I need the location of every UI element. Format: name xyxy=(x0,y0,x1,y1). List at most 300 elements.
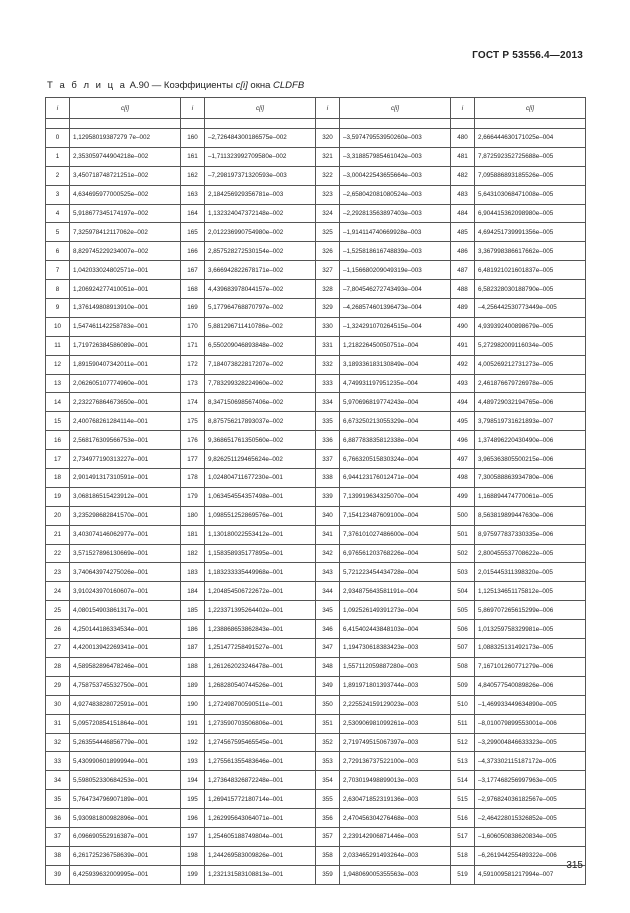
index-cell: 161 xyxy=(181,147,205,166)
index-cell: 332 xyxy=(316,355,340,374)
coefficient-cell: 8,563819899447630e–006 xyxy=(475,506,586,525)
index-cell: 16 xyxy=(46,431,70,450)
page-number: 315 xyxy=(566,860,583,871)
index-cell: 342 xyxy=(316,544,340,563)
coefficient-cell: 3,910243970160607e–001 xyxy=(70,582,181,601)
index-cell: 491 xyxy=(451,336,475,355)
coefficient-cell: 1,158358935177895e–001 xyxy=(205,544,316,563)
column-header-coefficient: c[i] xyxy=(205,98,316,119)
table-row xyxy=(46,185,586,204)
coefficient-cell: 4,634695977000525e–002 xyxy=(70,185,181,204)
coefficient-cell: 3,666942822678171e–002 xyxy=(205,261,316,280)
coefficient-cell: –3,597479553950260e–003 xyxy=(340,129,451,148)
coefficient-cell: 2,666444630171025e–004 xyxy=(475,129,586,148)
coefficient-cell: 2,232276864673650e–001 xyxy=(70,393,181,412)
index-cell: 188 xyxy=(181,657,205,676)
index-cell: 496 xyxy=(451,431,475,450)
index-cell: 184 xyxy=(181,582,205,601)
table-row xyxy=(46,129,586,148)
table-row xyxy=(46,261,586,280)
coefficient-cell: 2,470456304276468e–003 xyxy=(340,809,451,828)
index-cell: 185 xyxy=(181,601,205,620)
coefficient-cell: 5,263554446856779e–001 xyxy=(70,733,181,752)
coefficient-cell: 1,223371395264402e–001 xyxy=(205,601,316,620)
coefficient-cell: 6,582328030188790e–005 xyxy=(475,280,586,299)
coefficient-cell: 6,766320515830324e–004 xyxy=(340,450,451,469)
coefficient-cell: 1,194730618383423e–003 xyxy=(340,639,451,658)
coefficient-cell: 2,703019498899013e–003 xyxy=(340,771,451,790)
coefficient-cell: 2,184256929356781e–003 xyxy=(205,185,316,204)
index-cell: 19 xyxy=(46,487,70,506)
index-cell: 187 xyxy=(181,639,205,658)
coefficient-cell: 6,415402443848103e–004 xyxy=(340,620,451,639)
coefficient-cell: 1,132324047372148e–002 xyxy=(205,204,316,223)
coefficient-cell: 2,461876679726978e–005 xyxy=(475,374,586,393)
coefficient-cell: –4,268574601396473e–004 xyxy=(340,299,451,318)
coefficient-cell: –2,726484300186575e–002 xyxy=(205,129,316,148)
index-cell: 494 xyxy=(451,393,475,412)
column-header-coefficient: c[i] xyxy=(475,98,586,119)
coefficient-cell: 6,550209046893848e–002 xyxy=(205,336,316,355)
coefficient-cell: 5,881296711410786e–002 xyxy=(205,317,316,336)
coefficient-cell: 4,840577540089826e–006 xyxy=(475,676,586,695)
coefficient-cell: 4,250144186334534e–001 xyxy=(70,620,181,639)
coefficient-cell: 3,403074146062977e–001 xyxy=(70,525,181,544)
coefficient-cell: 1,125134651175812e–005 xyxy=(475,582,586,601)
table-row xyxy=(46,280,586,299)
coefficient-cell: 1,244269583009826e–001 xyxy=(205,846,316,865)
caption-suffix: окна xyxy=(250,80,271,91)
index-cell: 498 xyxy=(451,469,475,488)
coefficient-cell: –1,469933449634890e–005 xyxy=(475,695,586,714)
coefficient-cell: 3,189336183130849e–004 xyxy=(340,355,451,374)
index-cell: 510 xyxy=(451,695,475,714)
coefficient-cell: 1,269415772180714e–001 xyxy=(205,790,316,809)
coefficient-cell: 1,024804711677230e–001 xyxy=(205,469,316,488)
index-cell: 26 xyxy=(46,620,70,639)
index-cell: 493 xyxy=(451,374,475,393)
coefficient-cell: 2,033465291493264e–003 xyxy=(340,846,451,865)
coefficient-cell: 5,918677345174197e–002 xyxy=(70,204,181,223)
coefficient-cell: 1,557112059887280e–003 xyxy=(340,657,451,676)
index-cell: 358 xyxy=(316,846,340,865)
index-cell: 483 xyxy=(451,185,475,204)
index-cell: 175 xyxy=(181,412,205,431)
index-cell: 485 xyxy=(451,223,475,242)
index-cell: 4 xyxy=(46,204,70,223)
index-cell: 511 xyxy=(451,714,475,733)
coefficient-cell: 2,239142906871446e–003 xyxy=(340,827,451,846)
coefficient-cell: 2,729136737522100e–003 xyxy=(340,752,451,771)
coefficient-cell: 8,829745229234007e–002 xyxy=(70,242,181,261)
coefficient-cell: 6,096690552916387e–001 xyxy=(70,827,181,846)
index-cell: 10 xyxy=(46,317,70,336)
coefficient-cell: –4,373302115187172e–005 xyxy=(475,752,586,771)
coefficient-cell: 3,571527896130669e–001 xyxy=(70,544,181,563)
coefficient-cell: 2,568176309566753e–001 xyxy=(70,431,181,450)
index-cell: 487 xyxy=(451,261,475,280)
index-cell: 198 xyxy=(181,846,205,865)
index-cell: 322 xyxy=(316,166,340,185)
table-row xyxy=(46,242,586,261)
index-cell: 357 xyxy=(316,827,340,846)
table-row xyxy=(46,393,586,412)
table-row xyxy=(46,166,586,185)
caption-table-number: А.90 xyxy=(129,80,150,91)
column-header-index: i xyxy=(316,98,340,119)
coefficient-cell: 5,869707265615299e–006 xyxy=(475,601,586,620)
table-row xyxy=(46,695,586,714)
index-cell: 502 xyxy=(451,544,475,563)
caption-dash: — xyxy=(151,80,162,91)
coefficient-cell: 8,975977837330335e–006 xyxy=(475,525,586,544)
index-cell: 29 xyxy=(46,676,70,695)
coefficient-cell: 7,139919634325070e–004 xyxy=(340,487,451,506)
index-cell: 176 xyxy=(181,431,205,450)
table-row xyxy=(46,355,586,374)
coefficient-cell: 6,261725236758639e–001 xyxy=(70,846,181,865)
index-cell: 17 xyxy=(46,450,70,469)
coefficient-cell: –3,000422543655664e–003 xyxy=(340,166,451,185)
index-cell: 179 xyxy=(181,487,205,506)
index-cell: 346 xyxy=(316,620,340,639)
coefficient-cell: 6,976561203768226e–004 xyxy=(340,544,451,563)
coefficient-cell: 7,095886893185526e–005 xyxy=(475,166,586,185)
coefficient-cell: 4,420013942269341e–001 xyxy=(70,639,181,658)
coefficient-cell: 4,591009581217994e–007 xyxy=(475,865,586,884)
coefficient-cell: 7,783299328224960e–002 xyxy=(205,374,316,393)
index-cell: 36 xyxy=(46,809,70,828)
index-cell: 162 xyxy=(181,166,205,185)
coefficient-cell: 7,167101260771279e–006 xyxy=(475,657,586,676)
coefficient-cell: 1,238868653862843e–001 xyxy=(205,620,316,639)
coefficient-cell: 2,901491317310591e–001 xyxy=(70,469,181,488)
table-row xyxy=(46,563,586,582)
index-cell: 504 xyxy=(451,582,475,601)
coefficient-cell: 1,273590703506806e–001 xyxy=(205,714,316,733)
coefficient-cell: 1,262995643064071e–001 xyxy=(205,809,316,828)
index-cell: 480 xyxy=(451,129,475,148)
index-cell: 28 xyxy=(46,657,70,676)
index-cell: 486 xyxy=(451,242,475,261)
coefficient-cell: 1,088325131492173e–005 xyxy=(475,639,586,658)
index-cell: 24 xyxy=(46,582,70,601)
coefficient-cell: 1,254605188749804e–001 xyxy=(205,827,316,846)
coefficient-cell: 2,800455537708622e–005 xyxy=(475,544,586,563)
coefficient-cell: 6,944123176012471e–004 xyxy=(340,469,451,488)
coefficient-cell: 8,875756217893037e–002 xyxy=(205,412,316,431)
table-row xyxy=(46,752,586,771)
coefficient-cell: 6,481921021601837e–005 xyxy=(475,261,586,280)
coefficient-cell: 1,092526149391273e–004 xyxy=(340,601,451,620)
coefficient-cell: –1,711323992709580e–002 xyxy=(205,147,316,166)
coefficient-cell: 7,872592352725688e–005 xyxy=(475,147,586,166)
coefficient-cell: 4,005269212731273e–005 xyxy=(475,355,586,374)
coefficient-cell: 5,643103068471008e–005 xyxy=(475,185,586,204)
coefficient-cell: 1,12958019387279 7e–002 xyxy=(70,129,181,148)
coefficient-cell: 1,261262023246478e–001 xyxy=(205,657,316,676)
index-cell: 6 xyxy=(46,242,70,261)
coefficient-cell: –1,914114740669928e–003 xyxy=(340,223,451,242)
table-row xyxy=(46,450,586,469)
index-cell: 488 xyxy=(451,280,475,299)
index-cell: 21 xyxy=(46,525,70,544)
coefficient-cell: 3,965363805500215e–006 xyxy=(475,450,586,469)
coefficient-cell: 4,694251739991356e–005 xyxy=(475,223,586,242)
index-cell: 334 xyxy=(316,393,340,412)
coefficient-cell: –3,299004846633323e–005 xyxy=(475,733,586,752)
coefficient-cell: 4,749931197951235e–004 xyxy=(340,374,451,393)
index-cell: 35 xyxy=(46,790,70,809)
coefficient-cell: –7,804546272743493e–004 xyxy=(340,280,451,299)
coefficient-cell: 1,273648326872248e–001 xyxy=(205,771,316,790)
coefficient-cell: 2,857528272530154e–002 xyxy=(205,242,316,261)
index-cell: 1 xyxy=(46,147,70,166)
index-cell: 347 xyxy=(316,639,340,658)
index-cell: 326 xyxy=(316,242,340,261)
coefficient-cell: 5,721223454434728e–004 xyxy=(340,563,451,582)
coefficient-cell: 7,154123487609100e–004 xyxy=(340,506,451,525)
index-cell: 199 xyxy=(181,865,205,884)
coefficient-cell: –2,292813563897403e–003 xyxy=(340,204,451,223)
index-cell: 5 xyxy=(46,223,70,242)
index-cell: 169 xyxy=(181,299,205,318)
coefficient-cell: 6,887783835812338e–004 xyxy=(340,431,451,450)
coefficient-cell: 9,368651761350560e–002 xyxy=(205,431,316,450)
coefficient-cell: 4,939392400898679e–005 xyxy=(475,317,586,336)
column-header-index: i xyxy=(451,98,475,119)
table-row xyxy=(46,487,586,506)
index-cell: 23 xyxy=(46,563,70,582)
index-cell: 11 xyxy=(46,336,70,355)
index-cell: 33 xyxy=(46,752,70,771)
table-row xyxy=(46,620,586,639)
coefficient-cell: 1,268280540744526e–001 xyxy=(205,676,316,695)
coefficient-cell: –2,976824036182567e–005 xyxy=(475,790,586,809)
index-cell: 337 xyxy=(316,450,340,469)
coefficient-cell: 3,235298682841570e–001 xyxy=(70,506,181,525)
table-row xyxy=(46,714,586,733)
index-cell: 490 xyxy=(451,317,475,336)
table-row xyxy=(46,412,586,431)
table-row xyxy=(46,657,586,676)
index-cell: 507 xyxy=(451,639,475,658)
index-cell: 512 xyxy=(451,733,475,752)
table-row xyxy=(46,639,586,658)
table-row xyxy=(46,601,586,620)
coefficient-cell: 1,063454554357498e–001 xyxy=(205,487,316,506)
coefficient-cell: 2,734977190313227e–001 xyxy=(70,450,181,469)
index-cell: 12 xyxy=(46,355,70,374)
index-cell: 350 xyxy=(316,695,340,714)
coefficient-cell: –1,525818616748839e–003 xyxy=(340,242,451,261)
coefficient-cell: 1,251477258491527e–001 xyxy=(205,639,316,658)
coefficient-cell: 4,589582896478246e–001 xyxy=(70,657,181,676)
index-cell: 484 xyxy=(451,204,475,223)
coefficient-cell: 3,798519731621893e–007 xyxy=(475,412,586,431)
coefficient-cell: 6,904415362098980e–005 xyxy=(475,204,586,223)
index-cell: 335 xyxy=(316,412,340,431)
index-cell: 489 xyxy=(451,299,475,318)
table-row xyxy=(46,544,586,563)
coefficient-cell: 1,183233335449968e–001 xyxy=(205,563,316,582)
index-cell: 323 xyxy=(316,185,340,204)
index-cell: 15 xyxy=(46,412,70,431)
index-cell: 339 xyxy=(316,487,340,506)
coefficients-table xyxy=(45,97,586,885)
coefficient-cell: 2,530906981099261e–003 xyxy=(340,714,451,733)
coefficient-cell: 5,764734796907189e–001 xyxy=(70,790,181,809)
table-body xyxy=(46,119,586,885)
coefficient-cell: 1,948069005355563e–003 xyxy=(340,865,451,884)
table-row xyxy=(46,846,586,865)
index-cell: 349 xyxy=(316,676,340,695)
index-cell: 170 xyxy=(181,317,205,336)
index-cell: 344 xyxy=(316,582,340,601)
index-cell: 354 xyxy=(316,771,340,790)
index-cell: 14 xyxy=(46,393,70,412)
coefficient-cell: 2,400768261284114e–001 xyxy=(70,412,181,431)
table-row xyxy=(46,809,586,828)
index-cell: 321 xyxy=(316,147,340,166)
index-cell: 30 xyxy=(46,695,70,714)
index-cell: 359 xyxy=(316,865,340,884)
index-cell: 192 xyxy=(181,733,205,752)
coefficient-cell: 1,891971801393744e–003 xyxy=(340,676,451,695)
coefficient-cell: 1,130180022553412e–001 xyxy=(205,525,316,544)
index-cell: 495 xyxy=(451,412,475,431)
coefficient-cell: 4,758753745532750e–001 xyxy=(70,676,181,695)
coefficient-cell: –3,177468256997963e–005 xyxy=(475,771,586,790)
coefficient-cell: –4,256442530773449e–005 xyxy=(475,299,586,318)
coefficient-cell: 4,080154903861317e–001 xyxy=(70,601,181,620)
index-cell: 163 xyxy=(181,185,205,204)
column-header-index: i xyxy=(181,98,205,119)
index-cell: 482 xyxy=(451,166,475,185)
index-cell: 508 xyxy=(451,657,475,676)
coefficient-cell: –3,318857985461042e–003 xyxy=(340,147,451,166)
coefficient-cell: 2,934875643581191e–004 xyxy=(340,582,451,601)
index-cell: 329 xyxy=(316,299,340,318)
index-cell: 333 xyxy=(316,374,340,393)
coefficient-cell: 2,719749515067397e–003 xyxy=(340,733,451,752)
index-cell: 500 xyxy=(451,506,475,525)
index-cell: 338 xyxy=(316,469,340,488)
coefficient-cell: 3,740643974275026e–001 xyxy=(70,563,181,582)
caption-prefix: Т а б л и ц а xyxy=(47,80,127,91)
table-row xyxy=(46,469,586,488)
index-cell: 505 xyxy=(451,601,475,620)
index-cell: 340 xyxy=(316,506,340,525)
index-cell: 20 xyxy=(46,506,70,525)
index-cell: 195 xyxy=(181,790,205,809)
index-cell: 38 xyxy=(46,846,70,865)
index-cell: 31 xyxy=(46,714,70,733)
standard-number-header: ГОСТ Р 53556.4—2013 xyxy=(472,50,583,61)
table-row xyxy=(46,582,586,601)
coefficient-cell: 1,042033024802571e–001 xyxy=(70,261,181,280)
coefficient-cell: 7,184073822817207e–002 xyxy=(205,355,316,374)
index-cell: 165 xyxy=(181,223,205,242)
coefficient-cell: 8,347150698567406e–002 xyxy=(205,393,316,412)
coefficient-cell: 5,430990601899994e–001 xyxy=(70,752,181,771)
table-row xyxy=(46,317,586,336)
index-cell: 186 xyxy=(181,620,205,639)
index-cell: 330 xyxy=(316,317,340,336)
index-cell: 343 xyxy=(316,563,340,582)
column-header-coefficient: c[i] xyxy=(70,98,181,119)
table-row xyxy=(46,827,586,846)
coefficient-cell: –7,298197371320593e–003 xyxy=(205,166,316,185)
index-cell: 177 xyxy=(181,450,205,469)
index-cell: 336 xyxy=(316,431,340,450)
index-cell: 509 xyxy=(451,676,475,695)
coefficient-cell: 5,177964768870797e–002 xyxy=(205,299,316,318)
index-cell: 167 xyxy=(181,261,205,280)
index-cell: 353 xyxy=(316,752,340,771)
coefficient-cell: 1,168894474770061e–005 xyxy=(475,487,586,506)
index-cell: 183 xyxy=(181,563,205,582)
index-cell: 327 xyxy=(316,261,340,280)
index-cell: 331 xyxy=(316,336,340,355)
coefficient-cell: 1,206924277410051e–001 xyxy=(70,280,181,299)
index-cell: 27 xyxy=(46,639,70,658)
index-cell: 515 xyxy=(451,790,475,809)
index-cell: 164 xyxy=(181,204,205,223)
coefficient-cell: 1,272498700590511e–001 xyxy=(205,695,316,714)
coefficient-cell: 1,218226450050751e–004 xyxy=(340,336,451,355)
coefficient-cell: 1,547461142258783e–001 xyxy=(70,317,181,336)
index-cell: 160 xyxy=(181,129,205,148)
coefficient-cell: 3,450718748721251e–002 xyxy=(70,166,181,185)
coefficient-cell: 1,274567595465545e–001 xyxy=(205,733,316,752)
coefficient-cell: 5,598052330684253e–001 xyxy=(70,771,181,790)
index-cell: 325 xyxy=(316,223,340,242)
coefficient-cell: –8,010079899553001e–006 xyxy=(475,714,586,733)
table-row xyxy=(46,431,586,450)
index-cell: 172 xyxy=(181,355,205,374)
index-cell: 194 xyxy=(181,771,205,790)
coefficient-cell: 2,015445311398320e–005 xyxy=(475,563,586,582)
index-cell: 513 xyxy=(451,752,475,771)
coefficient-cell: 1,719726384586089e–001 xyxy=(70,336,181,355)
index-cell: 191 xyxy=(181,714,205,733)
index-cell: 3 xyxy=(46,185,70,204)
coefficient-cell: 2,012236990754980e–002 xyxy=(205,223,316,242)
coefficient-cell: 4,489729032194765e–006 xyxy=(475,393,586,412)
coefficient-cell: 1,275561355483646e–001 xyxy=(205,752,316,771)
index-cell: 0 xyxy=(46,129,70,148)
coefficient-cell: 4,439683978044157e–002 xyxy=(205,280,316,299)
index-cell: 497 xyxy=(451,450,475,469)
coefficient-cell: 1,374896220430490e–006 xyxy=(475,431,586,450)
coefficient-cell: 1,204854506722672e–001 xyxy=(205,582,316,601)
table-row xyxy=(46,204,586,223)
index-cell: 514 xyxy=(451,771,475,790)
caption-text: Коэффициенты xyxy=(163,80,233,91)
index-cell: 341 xyxy=(316,525,340,544)
coefficient-cell: 2,225524159129023e–003 xyxy=(340,695,451,714)
table-row xyxy=(46,676,586,695)
coefficient-cell: –2,658042081080524e–003 xyxy=(340,185,451,204)
index-cell: 166 xyxy=(181,242,205,261)
index-cell: 22 xyxy=(46,544,70,563)
index-cell: 351 xyxy=(316,714,340,733)
table-row xyxy=(46,733,586,752)
index-cell: 196 xyxy=(181,809,205,828)
index-cell: 180 xyxy=(181,506,205,525)
coefficient-cell: –1,324291070264515e–004 xyxy=(340,317,451,336)
